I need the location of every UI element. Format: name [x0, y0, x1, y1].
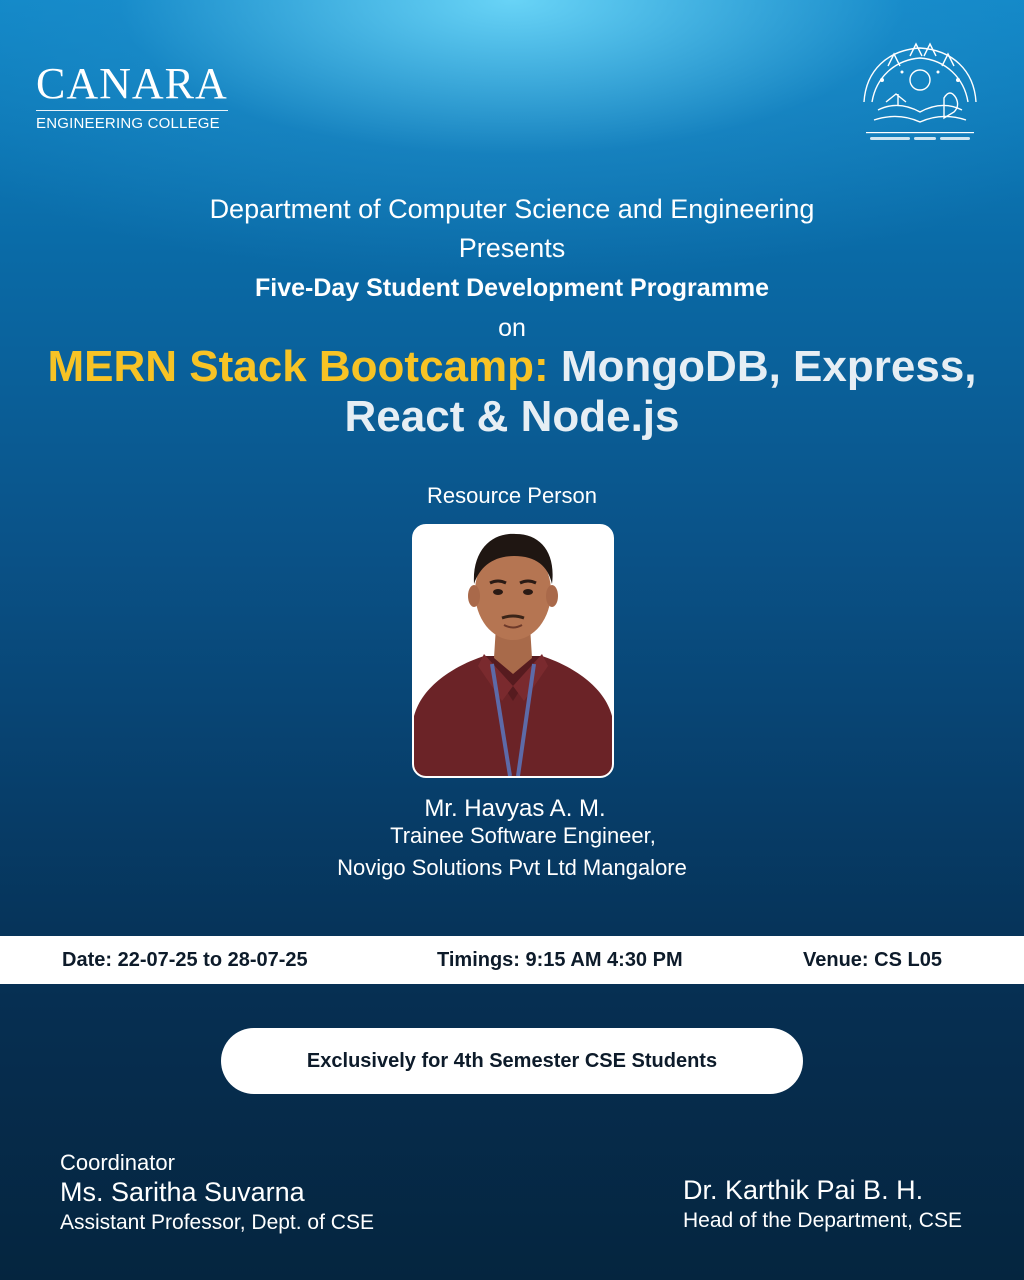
logo-subtitle: ENGINEERING COLLEGE — [36, 115, 220, 132]
logo-divider — [36, 110, 228, 111]
coordinator-name: Ms. Saritha Suvarna — [60, 1177, 305, 1207]
resource-person-photo — [412, 524, 614, 778]
resource-person-organization: Novigo Solutions Pvt Ltd Mangalore — [337, 855, 687, 880]
hod-block — [683, 1174, 962, 1236]
logo-wordmark: CANARA — [36, 59, 228, 108]
coordinator-label: Coordinator — [60, 1150, 175, 1175]
event-venue: Venue: CS L05 — [803, 949, 942, 971]
resource-person-name: Mr. Havyas A. M. — [424, 795, 606, 822]
on-label: on — [498, 314, 526, 342]
resource-person-role: Trainee Software Engineer, — [390, 823, 656, 848]
college-logo — [36, 59, 236, 132]
college-emblem-icon — [858, 40, 982, 148]
audience-badge: Exclusively for 4th Semester CSE Students — [221, 1028, 803, 1094]
programme-name: Five-Day Student Development Programme — [254, 274, 769, 302]
presents-label: Presents — [458, 233, 566, 263]
coordinator-title: Assistant Professor, Dept. of CSE — [60, 1211, 374, 1234]
hod-title: Head of the Department, CSE — [683, 1209, 962, 1232]
event-title-line-2: React & Node.js — [344, 392, 680, 441]
event-title-rest: MongoDB, Express, — [548, 342, 977, 391]
coordinator-block — [60, 1150, 374, 1238]
event-title-highlight: MERN Stack Bootcamp: — [47, 342, 549, 391]
resource-person-label: Resource Person — [427, 483, 597, 508]
event-date: Date: 22-07-25 to 28-07-25 — [62, 949, 308, 971]
department-name: Department of Computer Science and Engineering — [209, 194, 815, 224]
event-info-bar — [0, 936, 1024, 984]
event-timings: Timings: 9:15 AM 4:30 PM — [437, 949, 683, 971]
event-title-line-1 — [0, 340, 1024, 394]
hod-name: Dr. Karthik Pai B. H. — [683, 1175, 924, 1205]
